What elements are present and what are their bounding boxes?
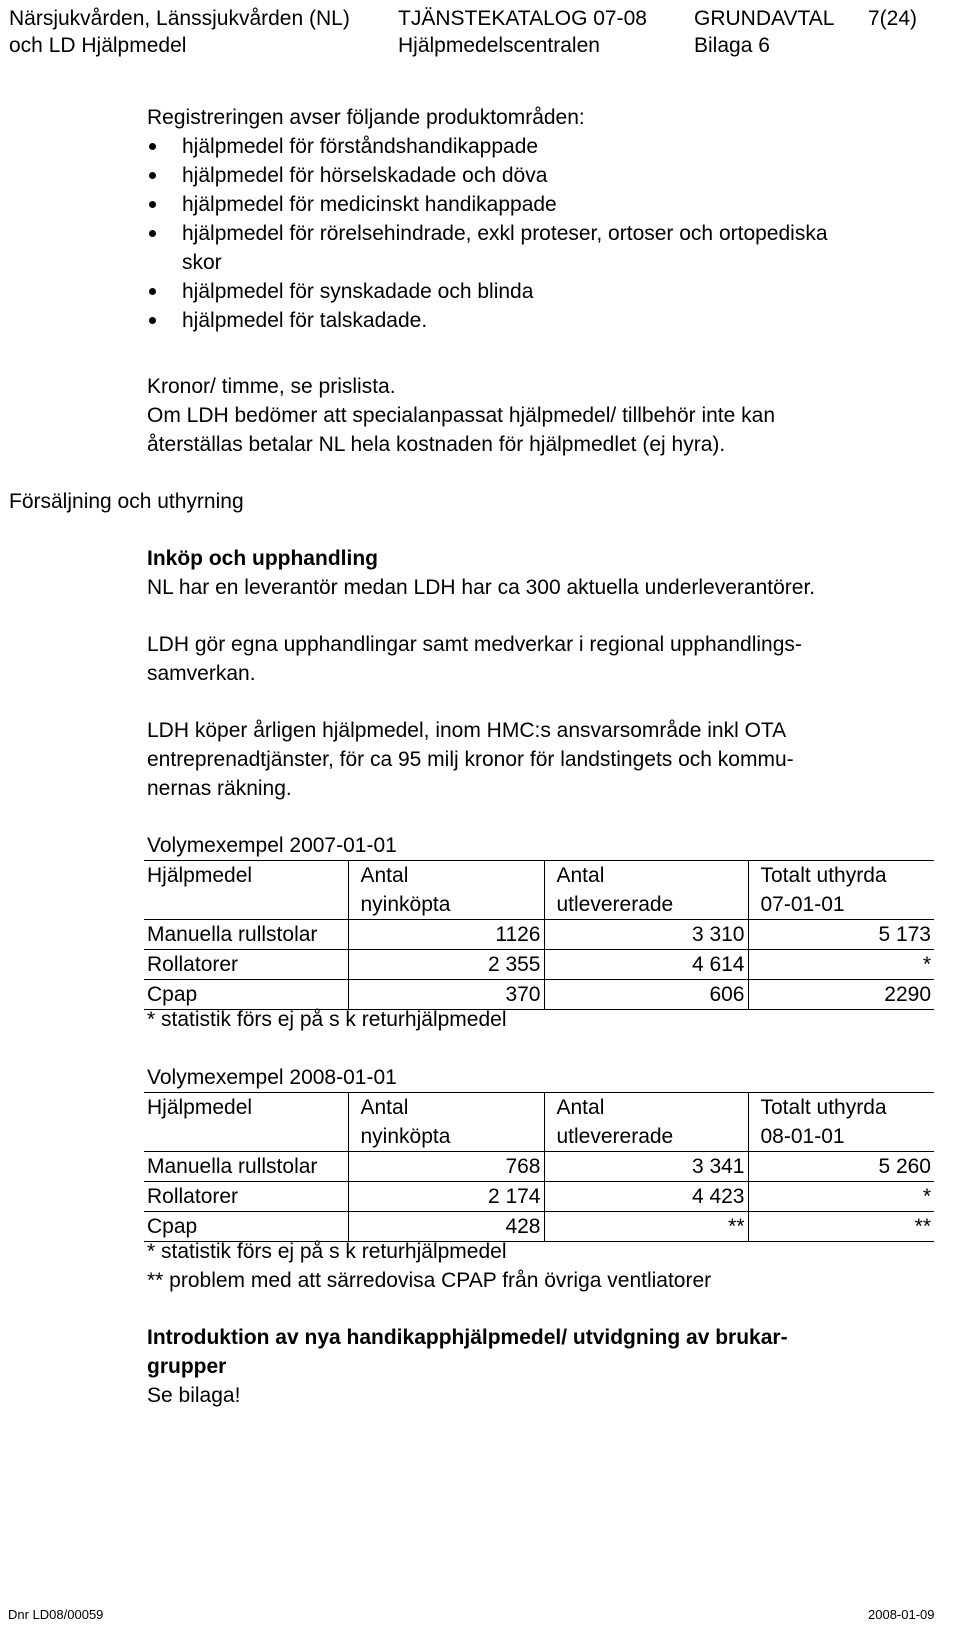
introduction-heading-line1: Introduktion av nya handikapphjälpmedel/ utvidgning av brukar- bbox=[147, 1326, 788, 1349]
col-header-new-purchased-sub: nyinköpta bbox=[348, 1122, 544, 1152]
table-2008-caption: Volymexempel 2008-01-01 bbox=[147, 1066, 397, 1089]
bullet-icon bbox=[149, 288, 156, 295]
table-cell: 1126 bbox=[348, 920, 544, 950]
bullet-icon bbox=[149, 230, 156, 237]
table-header-row-2 bbox=[144, 890, 934, 920]
table-cell: 428 bbox=[348, 1212, 544, 1242]
list-item: hjälpmedel för medicinskt handikappade bbox=[147, 190, 828, 219]
list-item: hjälpmedel för talskadade. bbox=[147, 306, 828, 335]
table-cell: 5 173 bbox=[748, 920, 934, 950]
price-line: Kronor/ timme, se prislista. bbox=[147, 375, 396, 398]
col-header-total-rented: Totalt uthyrda bbox=[748, 1093, 934, 1123]
purchase-paragraph-2-line1: LDH gör egna upphandlingar samt medverkar i regional upphandlings- bbox=[147, 633, 802, 656]
purchase-paragraph-3-line1: LDH köper årligen hjälpmedel, inom HMC:s ansvarsområde inkl OTA bbox=[147, 719, 787, 742]
table-header-row bbox=[144, 1093, 934, 1123]
table-cell: 2 355 bbox=[348, 950, 544, 980]
header-attachment: Bilaga 6 bbox=[694, 34, 770, 57]
list-item: hjälpmedel för rörelsehindrade, exkl proteser, ortoser och ortopediska bbox=[147, 219, 828, 248]
col-header-new-purchased: Antal bbox=[348, 861, 544, 891]
purchase-paragraph-2-line2: samverkan. bbox=[147, 662, 256, 685]
intro-text: Registreringen avser följande produktområden: bbox=[147, 106, 585, 129]
list-item-continuation: skor bbox=[182, 251, 222, 274]
table-row bbox=[144, 950, 934, 980]
col-header-delivered-sub: utlevererade bbox=[544, 1122, 748, 1152]
col-header-delivered: Antal bbox=[544, 1093, 748, 1123]
table-cell: 5 260 bbox=[748, 1152, 934, 1182]
col-header-aid: Hjälpmedel bbox=[144, 861, 348, 891]
purchase-heading: Inköp och upphandling bbox=[147, 547, 378, 570]
table-cell: Rollatorer bbox=[144, 1182, 348, 1212]
table-cell: 4 423 bbox=[544, 1182, 748, 1212]
table-cell: Manuella rullstolar bbox=[144, 920, 348, 950]
table-cell: 3 310 bbox=[544, 920, 748, 950]
purchase-paragraph-3-line3: nernas räkning. bbox=[147, 777, 292, 800]
bullet-icon bbox=[149, 143, 156, 150]
list-item: hjälpmedel för förståndshandikappade bbox=[147, 132, 828, 161]
table-header-row-2 bbox=[144, 1122, 934, 1152]
footer-document-number: Dnr LD08/00059 bbox=[8, 1607, 104, 1622]
table-header-row bbox=[144, 861, 934, 891]
bullet-icon bbox=[149, 317, 156, 324]
table-cell: 606 bbox=[544, 980, 748, 1010]
table-2008-footnote-2: ** problem med att särredovisa CPAP från övriga ventliatorer bbox=[147, 1269, 712, 1292]
table-cell: 370 bbox=[348, 980, 544, 1010]
col-header-aid: Hjälpmedel bbox=[144, 1093, 348, 1123]
section-heading-sales-rental: Försäljning och uthyrning bbox=[9, 490, 244, 513]
purchase-paragraph-3-line2: entreprenadtjänster, för ca 95 milj kronor för landstingets och kommu- bbox=[147, 748, 794, 771]
volume-table-2007 bbox=[144, 860, 934, 1010]
product-area-list bbox=[147, 132, 828, 335]
header-org-line2: och LD Hjälpmedel bbox=[9, 34, 187, 57]
table-cell: Cpap bbox=[144, 980, 348, 1010]
volume-table-2008 bbox=[144, 1092, 934, 1242]
list-item: hjälpmedel för synskadade och blinda bbox=[147, 277, 828, 306]
table-cell: ** bbox=[544, 1212, 748, 1242]
list-item: hjälpmedel för hörselskadade och döva bbox=[147, 161, 828, 190]
footer-date: 2008-01-09 bbox=[868, 1607, 935, 1622]
introduction-text: Se bilaga! bbox=[147, 1384, 241, 1407]
col-header-total-rented: Totalt uthyrda bbox=[748, 861, 934, 891]
table-cell: 4 614 bbox=[544, 950, 748, 980]
table-cell: Rollatorer bbox=[144, 950, 348, 980]
table-2007-caption: Volymexempel 2007-01-01 bbox=[147, 834, 397, 857]
table-cell: 3 341 bbox=[544, 1152, 748, 1182]
header-department: Hjälpmedelscentralen bbox=[398, 34, 600, 57]
bullet-icon bbox=[149, 172, 156, 179]
header-page-number: 7(24) bbox=[868, 7, 918, 30]
table-cell: Cpap bbox=[144, 1212, 348, 1242]
header-catalog-title: TJÄNSTEKATALOG 07-08 bbox=[398, 7, 647, 30]
header-agreement: GRUNDAVTAL bbox=[694, 7, 835, 30]
table-2008-footnote-1: * statistik förs ej på s k returhjälpmedel bbox=[147, 1240, 507, 1263]
table-cell: * bbox=[748, 1182, 934, 1212]
col-header-delivered-sub: utlevererade bbox=[544, 890, 748, 920]
table-row bbox=[144, 1182, 934, 1212]
header-org-line1: Närsjukvården, Länssjukvården (NL) bbox=[9, 7, 350, 30]
col-header-new-purchased-sub: nyinköpta bbox=[348, 890, 544, 920]
purchase-paragraph-1: NL har en leverantör medan LDH har ca 300 aktuella underleverantörer. bbox=[147, 576, 816, 599]
col-header-total-rented-date: 07-01-01 bbox=[748, 890, 934, 920]
bullet-icon bbox=[149, 201, 156, 208]
table-row bbox=[144, 1152, 934, 1182]
table-cell: * bbox=[748, 950, 934, 980]
table-2007-footnote: * statistik förs ej på s k returhjälpmedel bbox=[147, 1008, 507, 1031]
table-cell: 2 174 bbox=[348, 1182, 544, 1212]
price-note-line2: återställas betalar NL hela kostnaden för hjälpmedlet (ej hyra). bbox=[147, 433, 726, 456]
col-header-delivered: Antal bbox=[544, 861, 748, 891]
table-cell: 2290 bbox=[748, 980, 934, 1010]
col-header-new-purchased: Antal bbox=[348, 1093, 544, 1123]
table-cell: ** bbox=[748, 1212, 934, 1242]
table-cell: Manuella rullstolar bbox=[144, 1152, 348, 1182]
introduction-heading-line2: grupper bbox=[147, 1355, 227, 1378]
table-cell: 768 bbox=[348, 1152, 544, 1182]
price-note-line1: Om LDH bedömer att specialanpassat hjälpmedel/ tillbehör inte kan bbox=[147, 404, 776, 427]
col-header-total-rented-date: 08-01-01 bbox=[748, 1122, 934, 1152]
table-row bbox=[144, 920, 934, 950]
